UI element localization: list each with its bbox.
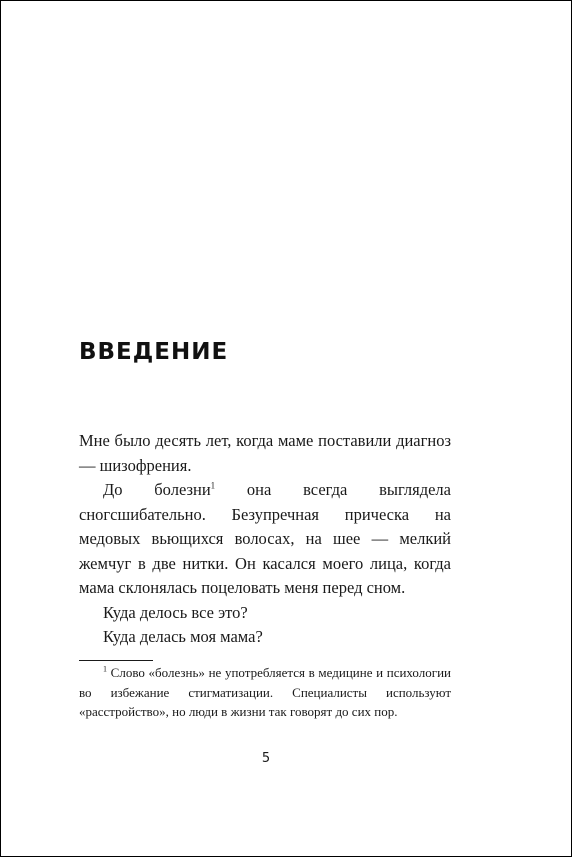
page-number: 5 [261, 751, 271, 766]
body-text [79, 429, 451, 650]
paragraph-2 [79, 478, 451, 601]
footnote-text: Слово «болезнь» не употребляется в медицине и психологии во избежание стигматизации. Специалисты используют «расстройство», но люди в жизни так говорят до сих пор. [79, 665, 451, 719]
paragraph-2-start: До болезни [103, 480, 211, 499]
footnote-reference: 1 [210, 480, 216, 491]
footnote-marker: 1 [103, 664, 107, 674]
footnote [79, 663, 451, 722]
paragraph-2-rest: она всегда выглядела сногсшибательно. Безупречная прическа на медовых вьющихся волосах, на шее — мелкий жемчуг в две нитки. Он касался моего лица, когда мама склонялась поцеловать меня перед сном. [79, 480, 451, 597]
paragraph-4: Куда делась моя мама? [103, 627, 263, 646]
paragraph-1: Мне было десять лет, когда маме поставили диагноз — шизофрения. [79, 431, 451, 475]
chapter-title: ВВЕДЕНИЕ [79, 339, 229, 365]
footnote-divider [79, 660, 153, 661]
paragraph-3: Куда делось все это? [103, 602, 248, 622]
